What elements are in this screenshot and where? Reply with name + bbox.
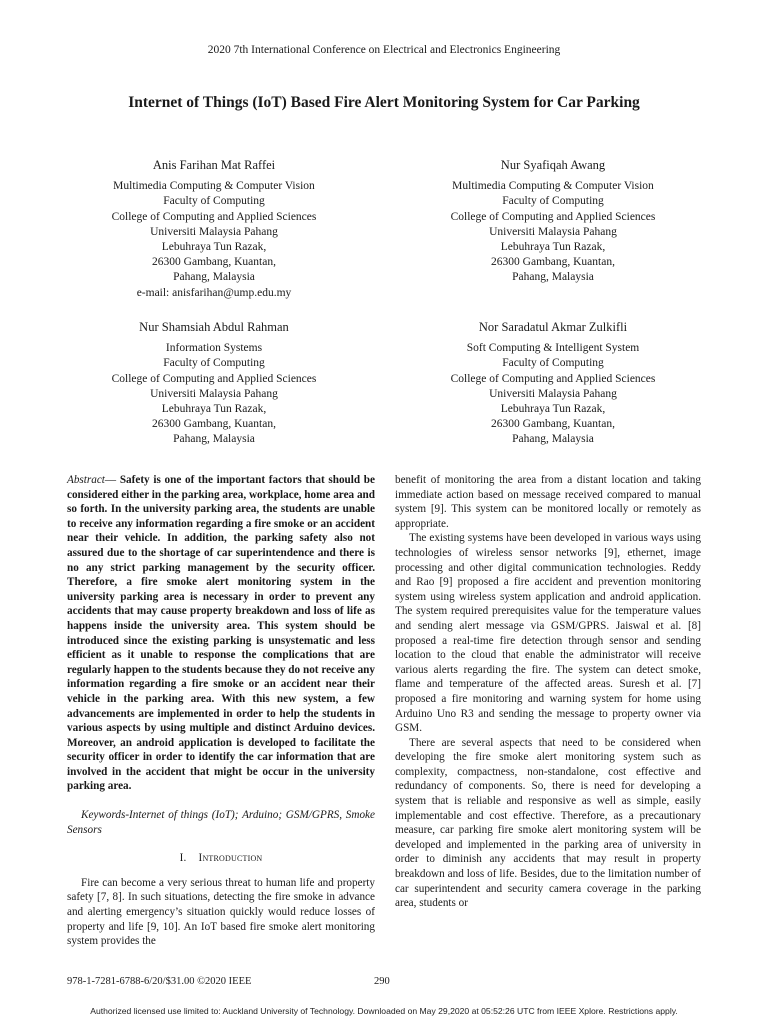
author-name: Nur Syafiqah Awang xyxy=(500,158,606,172)
intro-paragraph-2: The existing systems have been developed in various ways using technologies of wireless sensor networks [9], ethernet, image processing and other digital communication technologies. Reddy and Rao [9] proposed a fire accident and prevention monitoring system using wireless system application and android application. The system required prerequisites value for the temperature values and sending alert message via GSM/GPRS. Jaiswal et al. [8] proposed a real-time fire detection through sensor and sending location to the cloud that enable the administrator will receive various alerts regarding the fire. The system can detect smoke, flame and temperature of the affected areas. Suresh et al. [7] proposed a fire monitoring and warning system for home using Arduino Uno R3 and sending the message to property owner via GSM. xyxy=(395,532,701,735)
author-address: Lebuhraya Tun Razak, xyxy=(161,403,267,416)
abstract xyxy=(67,473,375,794)
author-address: Pahang, Malaysia xyxy=(173,433,255,446)
license-notice: Authorized licensed use limited to: Auckland University of Technology. Downloaded on May 29,2020 at 05:52:26 UTC from IEEE Xplore. Restrictions apply. xyxy=(90,1006,678,1016)
paper-title: Internet of Things (IoT) Based Fire Alert Monitoring System for Car Parking xyxy=(128,94,640,111)
section-title: Introduction xyxy=(198,852,263,865)
section-numeral: I. xyxy=(179,852,187,865)
abstract-text: Safety is one of the important factors that should be considered either in the parking area, workplace, home area and so forth. In the university parking area, the students are unable to receive any information regarding a fire smoke or an accident near their vehicle. In addition, the parking safety also not assured due to the shortage of car superintendence and there is no any strict parking management by the security officer. Therefore, a fire smoke alert monitoring system in the university parking area is necessary in order to prevent any accidents that may cause property breakdown and loss of life as happens inside the university area. This system should be introduced since the existing parking is unsystematic and less efficient as it unable to response the complications that are regularly happen to the students because they do not receive any information regarding a fire smoke or an accident near their vehicle in the parking area. With this new system, a few advancements are implemented in order to help the students in various aspects by using multiple and distinct Arduino devices. Moreover, an android application is developed to facilitate the security officer in order to identify the car information that are involved in the accident that might be occur in the university parking area. xyxy=(67,474,375,793)
author-affiliation: Universiti Malaysia Pahang xyxy=(489,387,617,400)
abstract-label: Abstract xyxy=(67,474,105,486)
section-heading-introduction xyxy=(67,851,375,866)
author-block-4 xyxy=(403,320,703,448)
left-column xyxy=(67,473,375,949)
author-block-2 xyxy=(403,158,703,286)
conference-header: 2020 7th International Conference on Electrical and Electronics Engineering xyxy=(207,44,561,56)
author-affiliation: College of Computing and Applied Sciences xyxy=(450,210,656,223)
author-affiliation: Faculty of Computing xyxy=(502,195,604,208)
author-address: Lebuhraya Tun Razak, xyxy=(500,403,606,416)
author-affiliation: Soft Computing & Intelligent System xyxy=(466,342,640,355)
author-affiliation: College of Computing and Applied Sciences xyxy=(111,210,317,223)
author-affiliation: Multimedia Computing & Computer Vision xyxy=(452,180,654,193)
right-column xyxy=(395,473,701,911)
intro-paragraph-1-continued: benefit of monitoring the area from a distant location and taking immediate action based on message received compared to manual system [9]. This system can be monitored locally or remotely as appropriate. xyxy=(395,474,701,530)
author-address: Lebuhraya Tun Razak, xyxy=(500,241,606,254)
author-address: Lebuhraya Tun Razak, xyxy=(161,241,267,254)
author-affiliation: College of Computing and Applied Sciences xyxy=(111,372,317,385)
author-affiliation: Faculty of Computing xyxy=(502,357,604,370)
author-address: Pahang, Malaysia xyxy=(512,271,594,284)
author-name: Nor Saradatul Akmar Zulkifli xyxy=(478,320,628,334)
author-affiliation: Multimedia Computing & Computer Vision xyxy=(113,180,315,193)
author-affiliation: Universiti Malaysia Pahang xyxy=(150,225,278,238)
author-address: 26300 Gambang, Kuantan, xyxy=(491,256,615,269)
author-address: 26300 Gambang, Kuantan, xyxy=(152,256,276,269)
author-affiliation: Universiti Malaysia Pahang xyxy=(489,225,617,238)
keywords: Keywords-Internet of things (IoT); Arduino; GSM/GPRS, Smoke Sensors xyxy=(67,809,375,836)
author-block-1 xyxy=(64,158,364,301)
copyright-line: 978-1-7281-6788-6/20/$31.00 ©2020 IEEE xyxy=(67,976,252,987)
author-name: Anis Farihan Mat Raffei xyxy=(152,158,276,172)
author-affiliation: Universiti Malaysia Pahang xyxy=(150,387,278,400)
author-address: Pahang, Malaysia xyxy=(512,433,594,446)
abstract-dash: — xyxy=(104,474,120,486)
author-address: Pahang, Malaysia xyxy=(173,271,255,284)
intro-paragraph-3: There are several aspects that need to be considered when developing the fire smoke alert monitoring system such as complexity, compactness, non-standalone, cost effective and redundancy of components. So, there is need for developing a system that is reliable and responsive as well as simple, easily implementable and cost effective. Therefore, as a precautionary measure, car parking fire smoke alert monitoring system will be developed and implemented in the parking area of university in order to diminish any accidents that may result in property breakdown and loss of life. Besides, due to the limitation number of car superintendent and security camera coverage in the parking area, students or xyxy=(395,736,701,910)
author-address: 26300 Gambang, Kuantan, xyxy=(152,418,276,431)
author-address: 26300 Gambang, Kuantan, xyxy=(491,418,615,431)
author-name: Nur Shamsiah Abdul Rahman xyxy=(139,320,289,334)
author-affiliation: Faculty of Computing xyxy=(163,195,265,208)
author-block-3 xyxy=(64,320,364,448)
author-affiliation: Information Systems xyxy=(165,342,263,355)
intro-paragraph-1: Fire can become a very serious threat to human life and property safety [7, 8]. In such situations, detecting the fire smoke in advance and alerting emergency’s situation quickly would reduce losses of property and life [9, 10]. An IoT based fire smoke alert monitoring system provides the xyxy=(67,876,375,948)
page-number: 290 xyxy=(374,976,390,987)
author-affiliation: College of Computing and Applied Sciences xyxy=(450,372,656,385)
author-affiliation: Faculty of Computing xyxy=(163,357,265,370)
author-email: e-mail: anisfarihan@ump.edu.my xyxy=(136,286,292,299)
